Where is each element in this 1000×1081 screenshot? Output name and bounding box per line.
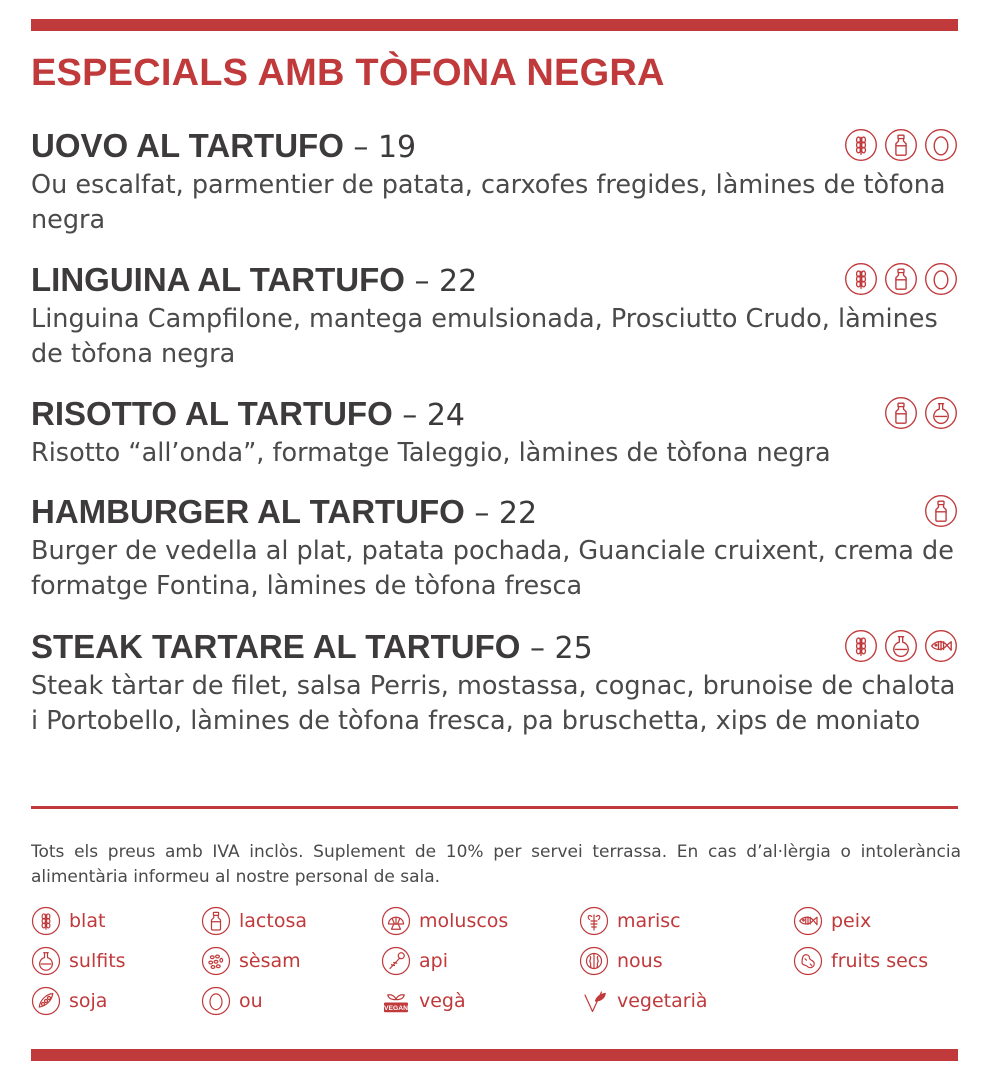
dish-description: Ou escalfat, parmentier de patata, carxofes fregides, làmines de tòfona negra <box>31 170 946 235</box>
legend-label: sèsam <box>239 950 301 972</box>
allergen-icons <box>844 629 958 663</box>
legend-item <box>201 944 301 978</box>
menu-item <box>31 124 961 238</box>
egg-icon <box>201 986 231 1016</box>
milk-bottle-icon <box>884 396 918 430</box>
soy-icon <box>31 986 61 1016</box>
legend-label: vegetarià <box>617 990 708 1012</box>
dish-price: – 24 <box>392 398 466 433</box>
page-title: ESPECIALS AMB TÒFONA NEGRA <box>31 52 665 94</box>
footer-note: Tots els preus amb IVA inclòs. Suplement de 10% per servei terrassa. En cas d’al·lèrgia o intolerància alimentària informeu al nostre personal de sala. <box>31 842 961 887</box>
legend-label: fruits secs <box>831 950 929 972</box>
dish-name: UOVO AL TARTUFO <box>31 127 344 164</box>
section-divider <box>31 806 958 809</box>
legend-label: nous <box>617 950 663 972</box>
fish-icon <box>924 629 958 663</box>
legend-item <box>793 904 871 938</box>
legend-label: soja <box>69 990 108 1012</box>
milk-bottle-icon <box>884 262 918 296</box>
menu-item <box>31 258 961 372</box>
dish-description: Linguina Campfilone, mantega emulsionada, Prosciutto Crudo, làmines de tòfona negra <box>31 304 938 369</box>
lobster-icon <box>579 906 609 936</box>
fish-icon <box>793 906 823 936</box>
legend-item <box>579 984 708 1018</box>
bottom-rule <box>31 1049 958 1061</box>
wheat-icon <box>844 629 878 663</box>
sesame-icon <box>201 946 231 976</box>
legend-item <box>579 944 663 978</box>
dish-price: – 25 <box>520 631 593 666</box>
menu-item <box>31 392 961 471</box>
legend-label: blat <box>69 910 106 932</box>
egg-icon <box>924 128 958 162</box>
allergen-legend <box>31 904 961 1024</box>
dish-name: RISOTTO AL TARTUFO <box>31 395 393 432</box>
milk-bottle-icon <box>884 128 918 162</box>
celery-icon <box>381 946 411 976</box>
wheat-icon <box>844 262 878 296</box>
flask-icon <box>31 946 61 976</box>
legend-item <box>31 904 105 938</box>
wheat-icon <box>31 906 61 936</box>
wheat-icon <box>844 128 878 162</box>
legend-label: peix <box>831 910 872 932</box>
dish-description: Risotto “all’onda”, formatge Taleggio, làmines de tòfona negra <box>31 438 831 468</box>
legend-label: moluscos <box>419 910 509 932</box>
vegetarian-icon <box>579 986 609 1016</box>
egg-icon <box>924 262 958 296</box>
milk-bottle-icon <box>201 906 231 936</box>
vegan-icon <box>381 986 411 1016</box>
shell-icon <box>381 906 411 936</box>
allergen-icons <box>884 396 958 430</box>
legend-label: lactosa <box>239 910 307 932</box>
allergen-icons <box>844 128 958 162</box>
dish-description: Burger de vedella al plat, patata pochada, Guanciale cruixent, crema de formatge Fontina, làmines de tòfona fresca <box>31 536 954 601</box>
walnut-icon <box>579 946 609 976</box>
legend-item <box>381 944 448 978</box>
legend-item <box>201 904 307 938</box>
dish-description: Steak tàrtar de filet, salsa Perris, mostassa, cognac, brunoise de chalota i Portobello, làmines de tòfona fresca, pa bruschetta, xips de moniato <box>31 671 956 736</box>
dish-name: STEAK TARTARE AL TARTUFO <box>31 628 521 665</box>
legend-item <box>381 984 466 1018</box>
dish-name: HAMBURGER AL TARTUFO <box>31 493 465 530</box>
top-rule <box>31 19 958 31</box>
legend-item <box>381 904 508 938</box>
milk-bottle-icon <box>924 494 958 528</box>
legend-item <box>579 904 681 938</box>
allergen-icons <box>844 262 958 296</box>
peanut-icon <box>793 946 823 976</box>
legend-label: vegà <box>419 990 466 1012</box>
menu-item <box>31 490 961 604</box>
dish-price: – 22 <box>404 264 478 299</box>
legend-item <box>31 984 107 1018</box>
legend-label: api <box>419 950 448 972</box>
legend-label: marisc <box>617 910 681 932</box>
svg-text:VEGAN: VEGAN <box>383 1005 409 1012</box>
legend-label: sulfits <box>69 950 126 972</box>
legend-label: ou <box>239 990 263 1012</box>
legend-item <box>31 944 126 978</box>
dish-price: – 19 <box>343 130 417 165</box>
menu-item <box>31 625 961 739</box>
dish-name: LINGUINA AL TARTUFO <box>31 261 405 298</box>
dish-price: – 22 <box>464 496 538 531</box>
allergen-icons <box>924 494 958 528</box>
legend-item <box>793 944 928 978</box>
flask-icon <box>884 629 918 663</box>
flask-icon <box>924 396 958 430</box>
legend-item <box>201 984 263 1018</box>
